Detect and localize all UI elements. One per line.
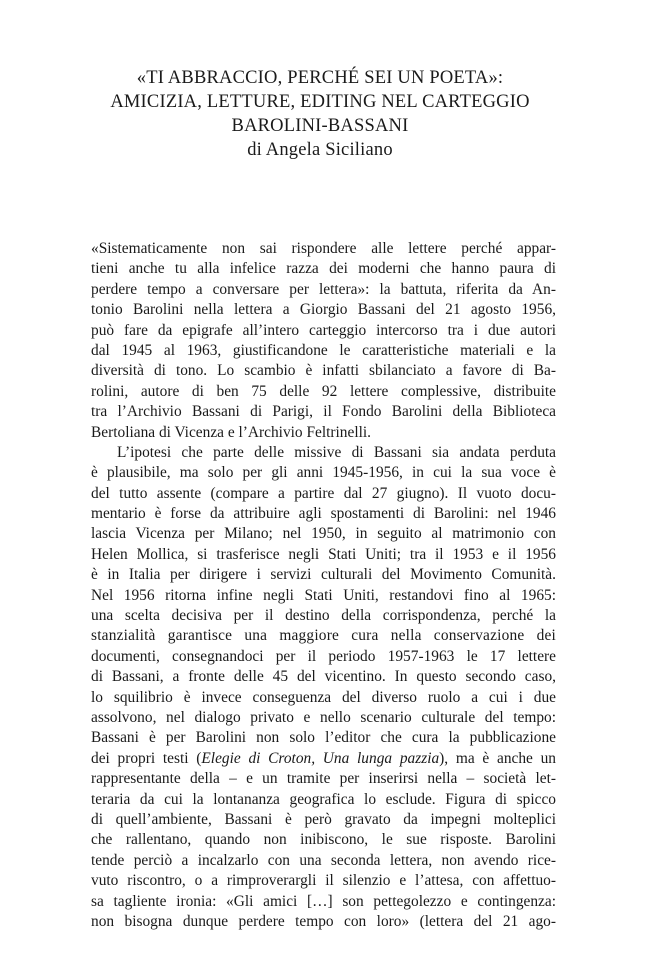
title-line: AMICIZIA, LETTURE, EDITING NEL CARTEGGIO — [110, 92, 530, 112]
text-line: è plausibile, ma solo per gli anni 1945-1956, in cui la sua voce è — [91, 464, 556, 482]
text-line: dal 1945 al 1963, giustificandone le caratteristiche materiali e la — [91, 341, 556, 359]
author-byline: di Angela Siciliano — [247, 140, 393, 160]
text-line: mentario è forse da attribuire agli spostamenti di Barolini: nel 1946 — [91, 505, 556, 523]
text-line: di quell’ambiente, Bassani è però gravato da impegni molteplici — [91, 810, 556, 828]
text-line: lascia Vicenza per Milano; nel 1950, in seguito al matrimonio con — [91, 525, 556, 543]
text-line: non bisogna dunque perdere tempo con loro» (lettera del 21 ago- — [91, 912, 556, 930]
title-line: BAROLINI-BASSANI — [231, 116, 409, 136]
text-line: Helen Mollica, si trasferisce negli Stati Uniti; tra il 1953 e il 1956 — [91, 545, 556, 563]
text-line: diversità di tono. Lo scambio è infatti sbilanciato a favore di Ba- — [91, 362, 556, 380]
text-line: documenti, consegnandoci per il periodo 1957-1963 le 17 lettere — [91, 647, 556, 665]
text-line: rappresentante della – e un tramite per inserirsi nella – società let- — [91, 770, 556, 788]
text-line: tonio Barolini nella lettera a Giorgio Bassani del 21 agosto 1956, — [91, 301, 556, 319]
text-line: tende perciò a incalzarlo con una seconda lettera, non avendo rice- — [91, 851, 556, 869]
article-heading — [80, 66, 560, 162]
text-line: tieni anche tu alla infelice razza dei moderni che hanno paura di — [91, 260, 556, 278]
text-line: L’ipotesi che parte delle missive di Bassani sia andata perduta — [117, 443, 556, 461]
text-line: del tutto assente (compare a partire dal 27 giugno). Il vuoto docu- — [91, 484, 556, 502]
text-line: una scelta decisiva per il destino della corrispondenza, perché la — [91, 607, 556, 625]
text-line: può fare da epigrafe all’intero carteggio intercorso tra i due autori — [91, 321, 556, 339]
text-line: assolvono, nel dialogo privato e nello scenario culturale del tempo: — [91, 708, 556, 726]
book-titles: Elegie di Croton, Una lunga pazzia — [201, 749, 440, 767]
text-line: teraria da cui la lontananza geografica lo esclude. Figura di spicco — [91, 790, 556, 808]
title-line: «TI ABBRACCIO, PERCHÉ SEI UN POETA»: — [136, 68, 504, 88]
text-line-with-titles — [91, 749, 556, 769]
text-line: perdere tempo a conversare per lettera»: la battuta, riferita da An- — [91, 280, 556, 298]
text-line: rolini, autore di ben 75 delle 92 lettere complessive, distribuite — [91, 382, 556, 400]
text-line: Bertoliana di Vicenza e l’Archivio Feltrinelli. — [91, 423, 372, 441]
text-segment: ), ma è anche un — [439, 749, 556, 767]
text-line: vuto riscontro, o a rimproverargli il silenzio e l’attesa, con affettuo- — [91, 872, 556, 890]
text-line: tra l’Archivio Bassani di Parigi, il Fondo Barolini della Biblioteca — [91, 403, 556, 421]
text-line: «Sistematicamente non sai rispondere alle lettere perché appar- — [91, 240, 556, 257]
text-line: lo squilibrio è invece conseguenza del diverso ruolo a cui i due — [91, 688, 556, 706]
text-segment: dei propri testi ( — [91, 749, 202, 767]
text-line: di Bassani, a fronte delle 45 del vicentino. In questo secondo caso, — [91, 668, 556, 686]
text-line: Bassani è per Barolini non solo l’editor che cura la pubblicazione — [91, 729, 556, 747]
text-line: che rallentano, quando non inibiscono, le sue risposte. Barolini — [91, 831, 556, 849]
text-line: Nel 1956 ritorna infine negli Stati Uniti, restandovi fino al 1965: — [91, 586, 556, 604]
text-line: stanzialità garantisce una maggiore cura nella conservazione dei — [91, 627, 556, 645]
article-body — [91, 239, 556, 932]
text-line: è in Italia per dirigere i servizi culturali del Movimento Comunità. — [91, 566, 556, 584]
text-line: sa tagliente ironia: «Gli amici […] son pettegolezzo e contingenza: — [91, 892, 556, 910]
